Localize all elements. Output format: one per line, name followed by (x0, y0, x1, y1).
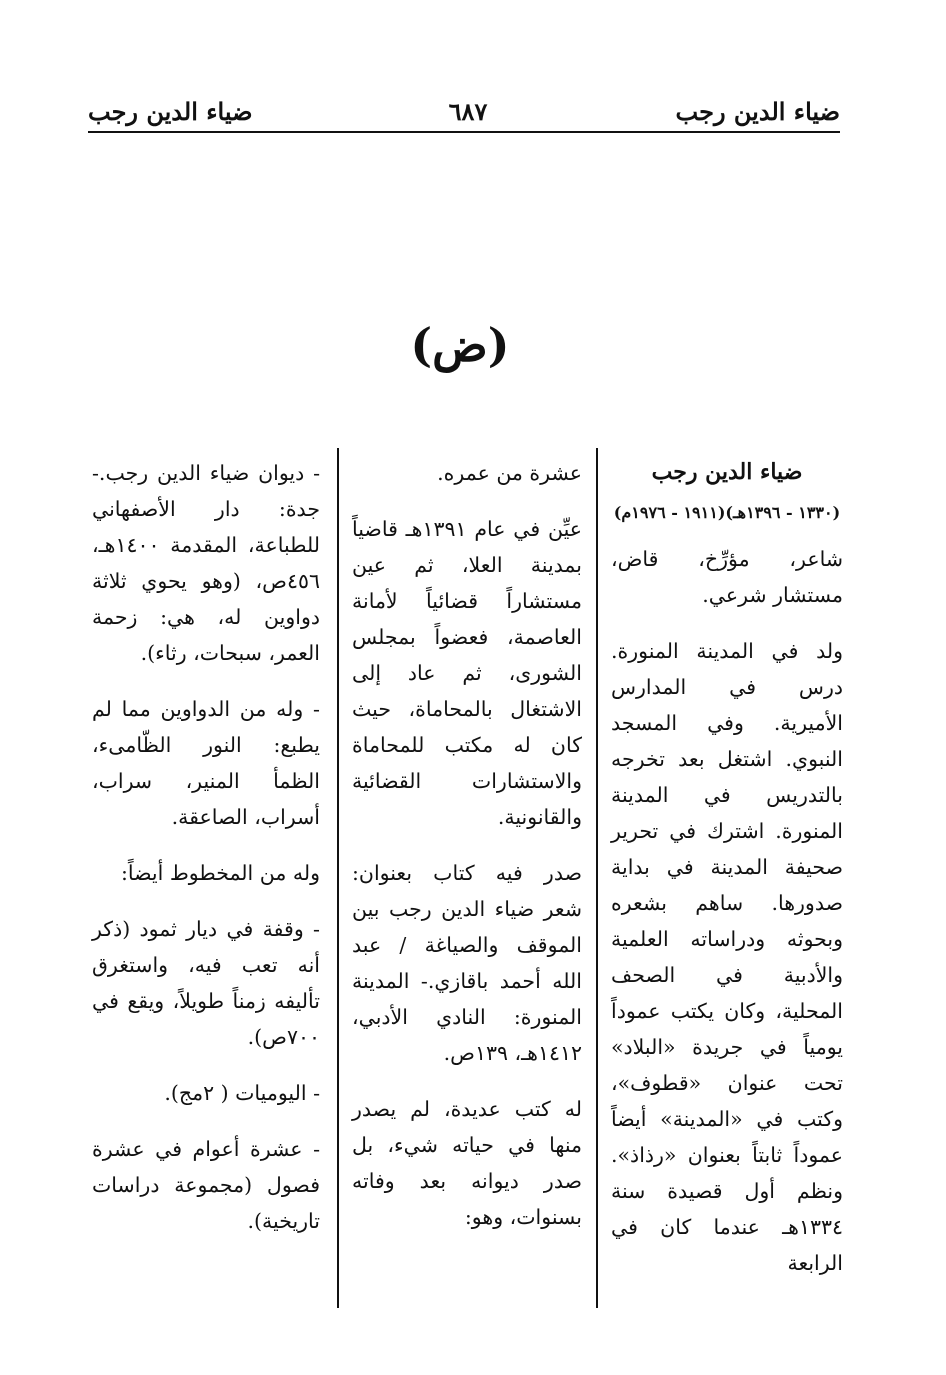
column-divider-right (596, 448, 598, 1308)
paragraph: وله من المخطوط أيضاً: (121, 861, 320, 885)
paragraph: شاعر، مؤرِّخ، قاض، مستشار شرعي. (611, 547, 843, 607)
paragraph: - اليوميات ( ٢مج). (164, 1081, 320, 1105)
header-left-title: ضياء الدين رجب (88, 97, 253, 126)
paragraph: - عشرة أعوام في عشرة فصول (مجموعة دراسات تاريخية). (92, 1137, 320, 1233)
section-letter-heading: (ض) (410, 318, 510, 372)
entry-dates: (١٣٣٠ - ١٣٩٦هـ)(١٩١١ - ١٩٧٦م) (613, 503, 841, 522)
right-column (611, 455, 843, 1301)
column-divider-left (337, 448, 339, 1308)
header-right-title: ضياء الدين رجب (675, 97, 840, 126)
paragraph: له كتب عديدة، لم يصدر منها في حياته شيء، بل صدر ديوانه بعد وفاته بسنوات، وهو: (352, 1097, 582, 1229)
page-header (88, 95, 840, 133)
paragraph: - ديوان ضياء الدين رجب.- جدة: دار الأصفهاني للطباعة، المقدمة ١٤٠٠هـ، ٤٥٦ص، (وهو يحوي ثلاثة دواوين له، هي: زحمة العمر، سبحات، رثاء). (92, 461, 320, 665)
left-column (92, 455, 320, 1259)
paragraph: عشرة من عمره. (437, 461, 582, 485)
paragraph: - وقفة في ديار ثمود (ذكر أنه تعب فيه، واستغرق تأليفه زمناً طويلاً، ويقع في ٧٠٠ص). (92, 917, 320, 1049)
paragraph: عيِّن في عام ١٣٩١هـ قاضياً بمدينة العلا، ثم عين مستشاراً قضائياً لأمانة العاصمة، فعضواً بمجلس الشورى، ثم عاد إلى الاشتغال بالمحاماة، حيث كان له مكتب للمحاماة والاستشارات القضائية والقانونية. (352, 517, 582, 829)
paragraph: - وله من الدواوين مما لم يطبع: النور الظّامىء، الظمأ المنير، سراب، أسراب، الصاعقة. (92, 697, 320, 829)
entry-title: ضياء الدين رجب (651, 459, 803, 485)
paragraph: ولد في المدينة المنورة. درس في المدارس الأميرية. وفي المسجد النبوي. اشتغل بعد تخرجه بالتدريس في المدينة المنورة. اشترك في تحرير صحيفة المدينة في بداية صدورها. ساهم بشعره وبحوثه ودراساته العلمية والأدبية في الصحف المحلية، وكان يكتب عموداً يومياً في جريدة «البلاد» تحت عنوان «قطوف»، وكتب في «المدينة» أيضاً عموداً ثابتاً بعنوان «رذاذ». ونظم أول قصيدة سنة ١٣٣٤هـ عندما كان في الرابعة (611, 639, 843, 1275)
page-number: ٦٨٧ (448, 97, 488, 126)
middle-column (352, 455, 582, 1255)
paragraph: صدر فيه كتاب بعنوان: شعر ضياء الدين رجب بين الموقف والصياغة / عبد الله أحمد باقازي.- المدينة المنورة: النادي الأدبي، ١٤١٢هـ، ١٣٩ص. (352, 861, 582, 1065)
